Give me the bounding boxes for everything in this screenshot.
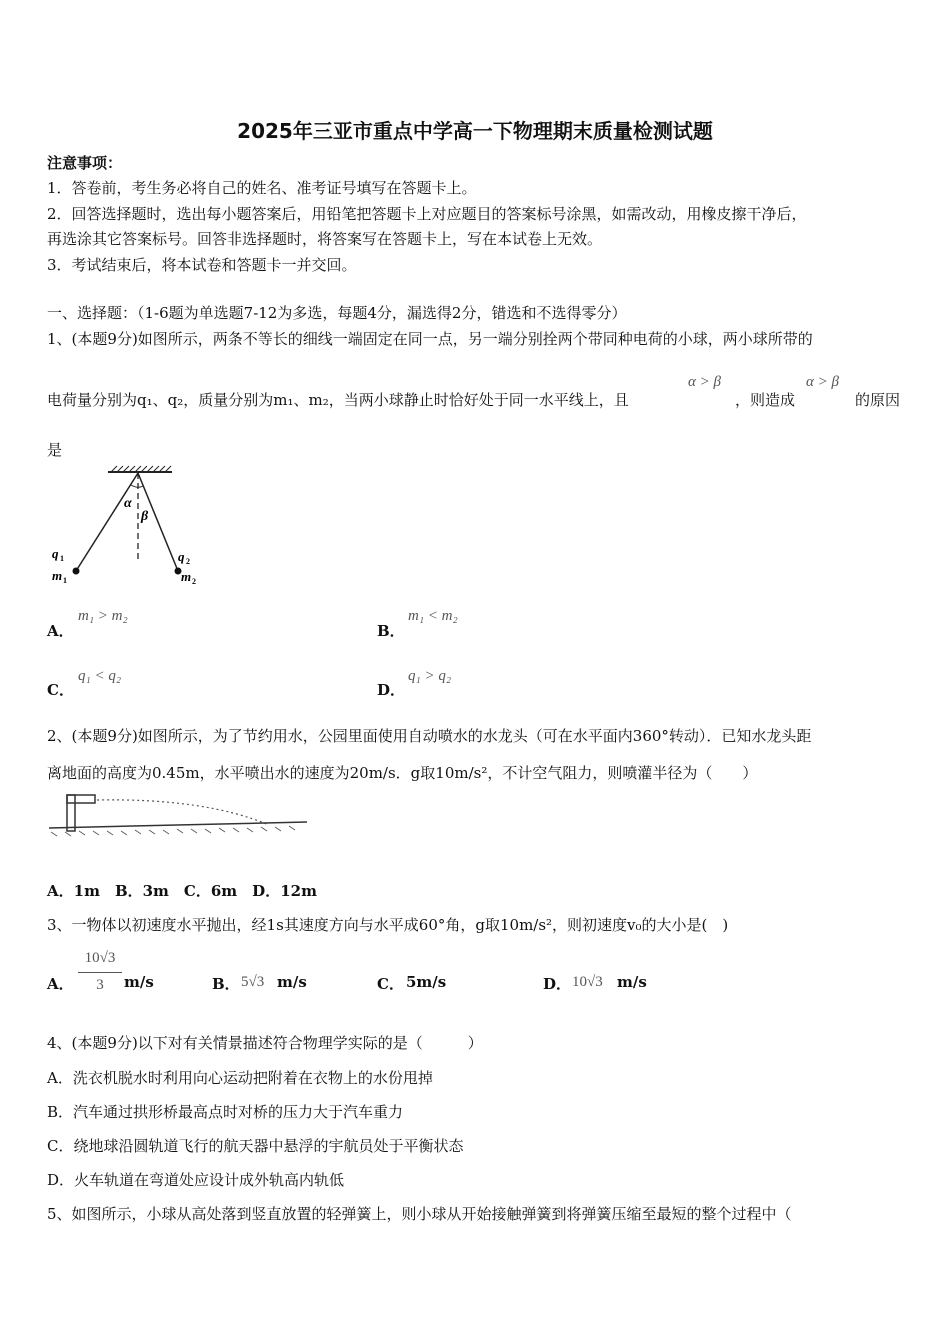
q4-option-c: C．绕地球沿圆轨道飞行的航天器中悬浮的宇航员处于平衡状态 (47, 1137, 464, 1155)
question-2-text: 2、(本题9分)如图所示，为了节约用水，公园里面使用自动喷水的水龙头（可在水平面内360°转动）．已知水龙头距 (47, 727, 812, 745)
question-5-text: 5、如图所示，小球从高处落到竖直放置的轻弹簧上，则小球从开始接触弹簧到将弹簧压缩至最短的整个过程中（ (47, 1205, 792, 1223)
m1-sub: 1 (63, 576, 67, 585)
pendulum-diagram (45, 462, 215, 592)
q2-label: q (178, 549, 185, 564)
q3-option-b-expr: 5√3 (241, 974, 265, 990)
option-a-label: A． (47, 622, 74, 640)
q3-option-d-unit: m/s (617, 973, 647, 991)
q3-option-c-label: C． (377, 975, 404, 993)
notice-item: 2．回答选择题时，选出每小题答案后，用铅笔把答题卡上对应题目的答案标号涂黑，如需改动，用橡皮擦干净后， (47, 205, 807, 223)
question-2-options: A．1m B．3m C．6m D．12m (47, 882, 317, 900)
q3-option-a-den: 3 (96, 977, 104, 993)
option-b-expr: m₁ < m₂ (408, 608, 458, 624)
notice-heading: 注意事项： (47, 154, 123, 172)
question-1-text-2: 电荷量分别为q₁、q₂，质量分别为m₁、m₂，当两小球静止时恰好处于同一水平线上，且 (47, 391, 629, 409)
m2-sub: 2 (192, 577, 196, 586)
notice-item: 再选涂其它答案标号。回答非选择题时，将答案写在答题卡上，写在本试卷上无效。 (47, 230, 603, 248)
page-title: 2025年三亚市重点中学高一下物理期末质量检测试题 (237, 119, 713, 143)
m1-label: m (52, 568, 63, 583)
q4-option-a: A．洗衣机脱水时利用向心运动把附着在衣物上的水份甩掉 (47, 1069, 433, 1087)
m2-label: m (181, 569, 192, 584)
sprinkler-diagram (45, 790, 310, 845)
alpha-label: α (124, 496, 132, 511)
q3-option-d-label: D． (543, 975, 572, 993)
condition-formula-2: α > β (806, 374, 839, 390)
q3-option-c-expr: 5m/s (406, 973, 447, 991)
section-heading: 一、选择题：（1-6题为单选题7-12为多选，每题4分，漏选得2分，错选和不选得零分） (47, 304, 627, 322)
question-4-text: 4、(本题9分)以下对有关情景描述符合物理学实际的是（ ） (47, 1034, 483, 1052)
q3-option-a-label: A． (47, 975, 74, 993)
question-2-text-2: 离地面的高度为0.45m，水平喷出水的速度为20m/s．g取10m/s²，不计空气阻力，则喷灌半径为（ ） (47, 764, 758, 782)
question-1-text: 1、(本题9分)如图所示，两条不等长的细线一端固定在同一点，另一端分别拴两个带同种电荷的小球，两小球所带的 (47, 330, 813, 348)
option-a-expr: m₁ > m₂ (78, 608, 128, 624)
question-1-text-3: ，则造成 (735, 391, 796, 409)
option-c-expr: q₁ < q₂ (78, 668, 122, 684)
q3-option-b-label: B． (212, 975, 240, 993)
ball-1 (73, 568, 80, 575)
fraction-bar (78, 972, 122, 973)
q1-sub: 1 (60, 554, 64, 563)
q3-option-a-num: 10√3 (84, 950, 116, 966)
beta-label: β (141, 509, 149, 524)
question-1-text-4: 的原因 (855, 391, 901, 409)
q2-sub: 2 (186, 557, 190, 566)
question-3-text: 3、一物体以初速度水平抛出，经1s其速度方向与水平成60°角，g取10m/s²，则初速度v₀的大小是( ) (47, 916, 729, 934)
q3-option-b-unit: m/s (277, 973, 307, 991)
notice-item: 1．答卷前，考生务必将自己的姓名、准考证号填写在答题卡上。 (47, 179, 477, 197)
option-b-label: B． (377, 622, 405, 640)
q1-label: q (52, 546, 59, 561)
q3-option-a-unit: m/s (124, 973, 154, 991)
option-d-expr: q₁ > q₂ (408, 668, 452, 684)
option-c-label: C． (47, 681, 74, 699)
q4-option-d: D．火车轨道在弯道处应设计成外轨高内轨低 (47, 1171, 345, 1189)
q4-option-b: B．汽车通过拱形桥最高点时对桥的压力大于汽车重力 (47, 1103, 404, 1121)
option-d-label: D． (377, 681, 406, 699)
condition-formula: α > β (688, 374, 721, 390)
question-1-text-5: 是 (47, 441, 63, 459)
notice-item: 3．考试结束后，将本试卷和答题卡一并交回。 (47, 256, 357, 274)
q3-option-d-expr: 10√3 (572, 974, 603, 990)
